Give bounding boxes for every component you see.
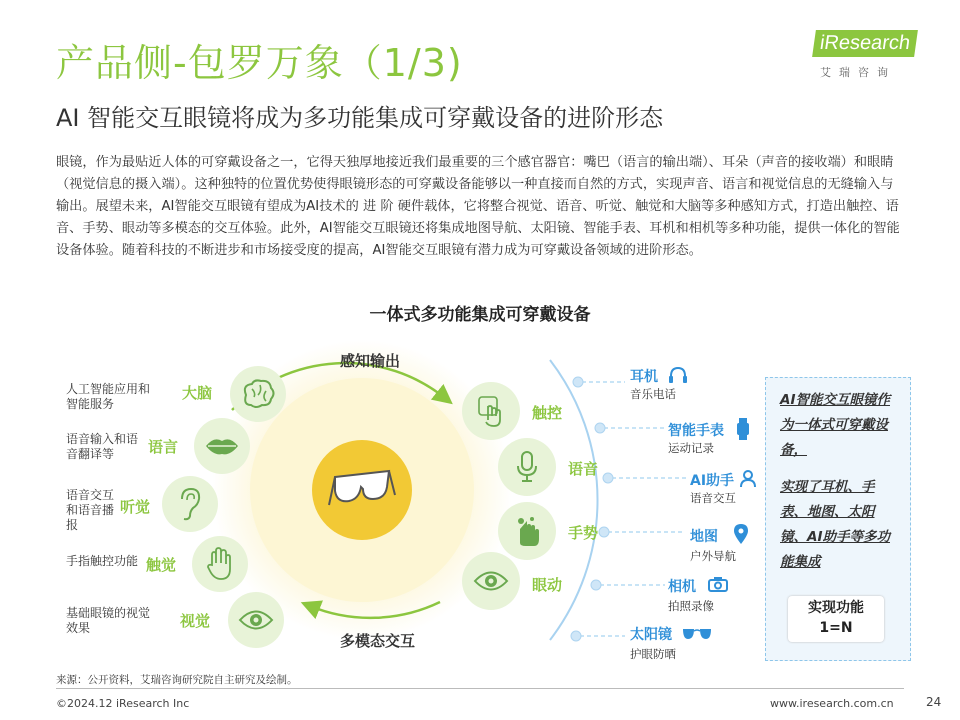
- lips-icon: [194, 418, 250, 474]
- eye-icon: [462, 552, 520, 610]
- device-name: AI助手: [690, 473, 735, 489]
- sense-label: 语言: [148, 438, 179, 456]
- device-sub: 语音交互: [690, 491, 736, 505]
- source-note: 来源：公开资料，艾瑞咨询研究院自主研究及绘制。: [56, 674, 298, 686]
- summary-text-1: AI智能交互眼镜作为一体式可穿戴设备，: [780, 392, 890, 458]
- sunglasses-icon: [682, 626, 712, 642]
- device-sub: 拍照录像: [668, 599, 714, 613]
- device-name: 太阳镜: [630, 627, 672, 643]
- touch-icon: [462, 382, 520, 440]
- logo-text: iResearch: [812, 30, 918, 57]
- assistant-icon: [740, 470, 756, 488]
- sense-label: 听觉: [120, 498, 151, 516]
- sense-desc: 手指触控功能: [66, 554, 139, 568]
- sense-desc: 语音输入和语音翻译等: [66, 432, 139, 461]
- sense-label: 大脑: [182, 384, 213, 402]
- page-title: 产品侧-包罗万象（1/3): [56, 41, 463, 85]
- device-sub: 户外导航: [690, 549, 736, 563]
- sense-desc: 基础眼镜的视觉效果: [66, 606, 151, 635]
- device-name: 智能手表: [668, 423, 724, 439]
- interaction-label: 触控: [532, 404, 563, 422]
- body-paragraph: 眼镜，作为最贴近人体的可穿戴设备之一，它得天独厚地接近我们最重要的三个感官器官：嘴巴（语言的输出端）、耳朵（声音的接收端）和眼睛（视觉信息的摄入端）。这种独特的位置优势使得眼镜形态的可穿戴设备能够以一种直接而自然的方式，实现声音、语言和视觉信息的无缝输入与输出。展望未来，AI智能交互眼镜有望成为AI技术的 进 阶 硬件载体，它将整合视觉、语音、听觉、触觉和大脑等多种感知方式，打造出触控、语音、手势、眼动等多模态的交互体验。此外，AI智能交互眼镜还将集成地图导航、太阳镜、智能手表、耳机和相机等多种功能，提供一体化的智能设备体验。随着科技的不断进步和市场接受度的提高，AI智能交互眼镜有潜力成为可穿戴设备领域的进阶形态。: [56, 155, 900, 258]
- glasses-icon: [327, 465, 397, 515]
- device-name: 地图: [690, 529, 718, 545]
- gesture-icon: [498, 502, 556, 560]
- diagram-title: 一体式多功能集成可穿戴设备: [369, 305, 591, 325]
- ear-icon: [162, 476, 218, 532]
- summary-text-2: 实现了耳机、手表、地图、太阳镜、AI助手等多功能集成: [780, 479, 890, 570]
- device-name: 耳机: [630, 369, 658, 385]
- sense-desc: 人工智能应用和智能服务: [66, 382, 151, 411]
- headphones-icon: [668, 366, 688, 384]
- watch-icon: [736, 418, 750, 440]
- function-badge: [788, 596, 884, 642]
- device-sub: 音乐电话: [630, 387, 676, 401]
- iresearch-logo: [814, 30, 924, 90]
- summary-box: [765, 377, 911, 661]
- device-dots: [571, 377, 613, 641]
- sense-desc: 语音交互和语音播报: [66, 488, 115, 532]
- sense-label: 视觉: [180, 612, 211, 630]
- interaction-label: 语音: [568, 460, 599, 478]
- interaction-label: 手势: [568, 524, 599, 542]
- function-badge-line2: 1=N: [819, 620, 853, 636]
- sense-label: 触觉: [146, 556, 177, 574]
- page-number: 24: [926, 695, 942, 709]
- footer-divider: [56, 688, 904, 689]
- hand-icon: [192, 536, 248, 592]
- website-link[interactable]: www.iresearch.com.cn: [770, 697, 894, 710]
- map-pin-icon: [734, 524, 748, 544]
- device-sub: 护眼防晒: [630, 647, 676, 661]
- summary-text: [780, 388, 898, 575]
- microphone-icon: [498, 438, 556, 496]
- center-glasses-badge: [312, 440, 412, 540]
- arc-top-label: 感知输出: [340, 352, 401, 370]
- copyright: ©2024.12 iResearch Inc: [56, 697, 190, 710]
- function-badge-line1: 实现功能: [808, 600, 864, 616]
- arc-bottom-label: 多模态交互: [340, 632, 416, 650]
- page-subtitle: AI 智能交互眼镜将成为多功能集成可穿戴设备的进阶形态: [56, 104, 664, 132]
- interaction-label: 眼动: [532, 576, 563, 594]
- eye-icon: [228, 592, 284, 648]
- device-name: 相机: [668, 579, 696, 595]
- device-sub: 运动记录: [668, 441, 714, 455]
- brain-icon: [230, 366, 286, 422]
- camera-icon: [708, 576, 728, 592]
- logo-cn-text: 艾瑞咨询: [820, 66, 896, 79]
